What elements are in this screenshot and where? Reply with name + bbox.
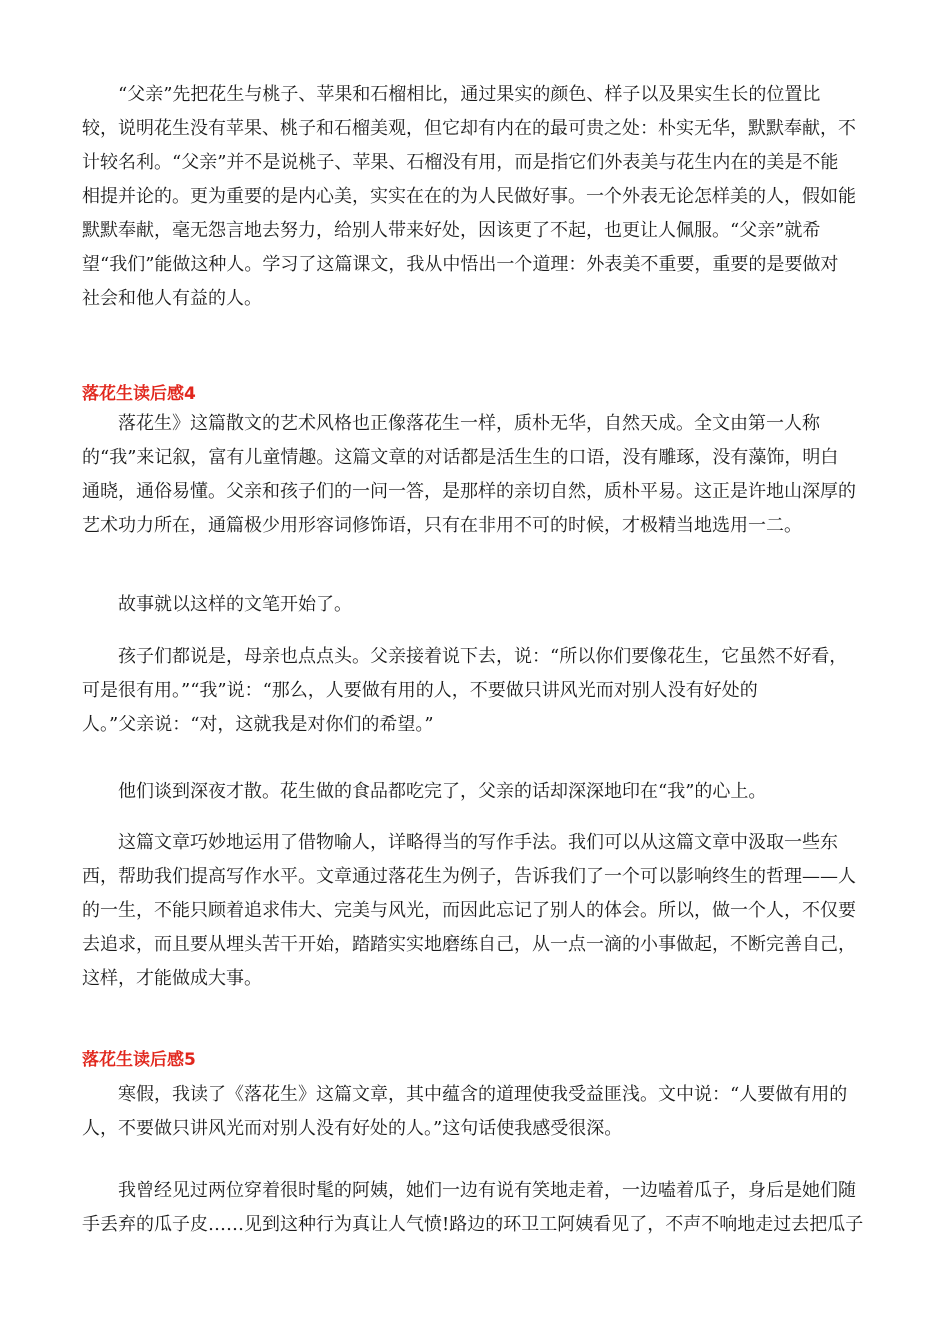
text-line: 人，不要做只讲风光而对别人没有好处的人。”这句话使我感受很深。: [82, 1118, 623, 1139]
paragraph-4: [82, 640, 872, 742]
text-line: 默默奉献，毫无怨言地去努力，给别人带来好处，因该更了不起，也更让人佩服。“父亲”就希: [82, 220, 821, 241]
section-heading-4: 落花生读后感4: [82, 384, 196, 404]
text-line: 落花生》这篇散文的艺术风格也正像落花生一样，质朴无华，自然天成。全文由第一人称: [118, 413, 820, 434]
paragraph-5: [82, 775, 872, 809]
text-line: 他们谈到深夜才散。花生做的食品都吃完了，父亲的话却深深地印在“我”的心上。: [118, 781, 767, 802]
text-line: 孩子们都说是，母亲也点点头。父亲接着说下去，说：“所以你们要像花生，它虽然不好看，: [118, 646, 848, 667]
text-line: 计较名利。“父亲”并不是说桃子、苹果、石榴没有用，而是指它们外表美与花生内在的美是不能: [82, 152, 839, 173]
text-line: 相提并论的。更为重要的是内心美，实实在在的为人民做好事。一个外表无论怎样美的人，假如能: [82, 186, 856, 207]
text-line: “父亲”先把花生与桃子、苹果和石榴相比，通过果实的颜色、样子以及果实生长的位置比: [118, 84, 821, 105]
text-line: 去追求，而且要从埋头苦干开始，踏踏实实地磨练自己，从一点一滴的小事做起，不断完善自己，: [82, 934, 856, 955]
text-line: 这篇文章巧妙地运用了借物喻人，详略得当的写作手法。我们可以从这篇文章中汲取一些东: [118, 832, 838, 853]
paragraph-2: [82, 407, 872, 543]
text-line: 手丢弃的瓜子皮……见到这种行为真让人气愤!路边的环卫工阿姨看见了，不声不响地走过去把瓜子: [82, 1214, 864, 1235]
paragraph-8: [82, 1174, 872, 1242]
text-line: 寒假，我读了《落花生》这篇文章，其中蕴含的道理使我受益匪浅。文中说：“人要做有用的: [118, 1084, 848, 1105]
text-line: 的“我”来记叙，富有儿童情趣。这篇文章的对话都是活生生的口语，没有雕琢，没有藻饰，明白: [82, 447, 839, 468]
section-heading-5: 落花生读后感5: [82, 1050, 196, 1070]
text-line: 艺术功力所在，通篇极少用形容词修饰语，只有在非用不可的时候，才极精当地选用一二。: [82, 515, 802, 536]
text-line: 的一生，不能只顾着追求伟大、完美与风光，而因此忘记了别人的体会。所以，做一个人，不仅要: [82, 900, 856, 921]
text-line: 通晓，通俗易懂。父亲和孩子们的一问一答，是那样的亲切自然，质朴平易。这正是许地山深厚的: [82, 481, 856, 502]
text-line: 我曾经见过两位穿着很时髦的阿姨，她们一边有说有笑地走着，一边嗑着瓜子，身后是她们随: [118, 1180, 856, 1201]
text-line: 望“我们”能做这种人。学习了这篇课文，我从中悟出一个道理：外表美不重要，重要的是要做对: [82, 254, 839, 275]
text-line: 故事就以这样的文笔开始了。: [118, 594, 352, 615]
paragraph-3: [82, 588, 872, 622]
text-line: 较，说明花生没有苹果、桃子和石榴美观，但它却有内在的最可贵之处：朴实无华，默默奉献，不: [82, 118, 856, 139]
paragraph-6: [82, 826, 872, 996]
text-line: 人。”父亲说：“对，这就我是对你们的希望。”: [82, 714, 434, 735]
text-line: 西，帮助我们提高写作水平。文章通过落花生为例子，告诉我们了一个可以影响终生的哲理——人: [82, 866, 856, 887]
paragraph-1: [82, 78, 872, 316]
text-line: 这样，才能做成大事。: [82, 968, 262, 989]
paragraph-7: [82, 1078, 872, 1146]
text-line: 可是很有用。”“我”说：“那么，人要做有用的人，不要做只讲风光而对别人没有好处的: [82, 680, 758, 701]
text-line: 社会和他人有益的人。: [82, 288, 262, 309]
